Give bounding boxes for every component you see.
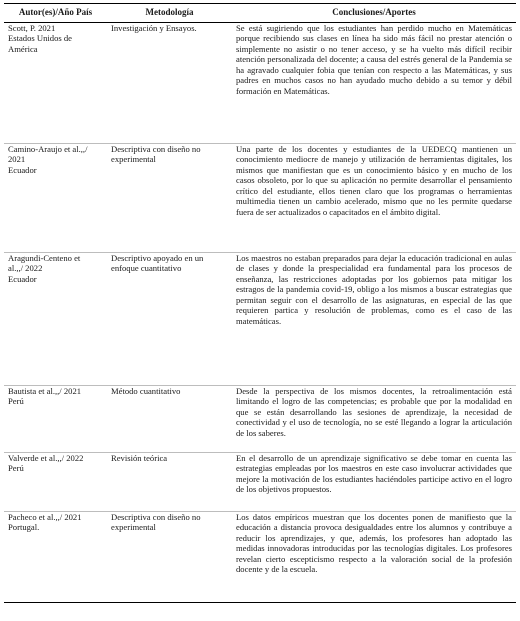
header-conclusions: Conclusiones/Aportes [232,4,516,23]
author-line: Bautista et al.,,/ 2021 [8,385,82,396]
method-line: Descriptiva con diseño no [111,143,201,154]
author-cell [4,22,107,143]
conclusions-cell: En el desarrollo de un aprendizaje significativo se debe tomar en cuenta las estrategias empleadas por los maestros en este caso involucrar actividades que mejore la motivación de los estudiantes haciéndoles participe activo en el logro de los objetivos propuestos. [232,452,516,511]
table-row [4,385,516,452]
conclusions-cell: Una parte de los docentes y estudiantes de la UEDECQ mantienen un conocimiento mediocre de manejo y utilización de herramientas digitales, los mismos que manifiestan que es un conocimiento básico y en mucho de los casos obsoleto, por lo que su aplicación no permite desarrollar el pensamiento crítico del estudiante, ellos tienen claro que los programas o herramientas multimedia tienen un cambio acelerado, mismo que no les permite quedarse fuera de ser actualizados o capacitados en el ámbito digital. [232,143,516,252]
author-line: América [8,43,38,54]
table-row [4,452,516,511]
author-line: Estados Unidos de [8,33,72,44]
author-line: 2021 [8,154,26,165]
header-author: Autor(es)/Año País [4,4,107,23]
method-line: experimental [111,154,156,165]
method-cell [107,385,232,452]
author-line: Aragundi-Centeno et [8,252,81,263]
method-cell [107,143,232,252]
table-row [4,252,516,385]
method-line: Investigación y Ensayos. [111,22,197,33]
table-row [4,143,516,252]
method-line: Descriptivo apoyado en un [111,252,204,263]
author-cell [4,511,107,602]
conclusions-cell: Desde la perspectiva de los mismos docentes, la retroalimentación está limitando el logro de las competencias; es probable que por la modalidad en que se están desarrollando las sesiones de aprendizaje, la necesidad de conectividad y el uso de tecnología, no se esté llegando a lograr la articulación de los saberes. [232,385,516,452]
header-row [4,4,516,23]
table-header [4,4,516,23]
conclusions-cell: Los datos empíricos muestran que los docentes ponen de manifiesto que la educación a distancia provoca desigualdades entre los alumnos y contribuye a reducir los aprendizajes, y que, además, los profesores han adoptado las medidas innovadoras introducidas por las tecnologías digitales. Los profesores revelan cierto escepticismo respecto a la valoración social de la profesión docente y de la escuela. [232,511,516,602]
method-cell [107,452,232,511]
conclusions-cell: Se está sugiriendo que los estudiantes han perdido mucho en Matemáticas porque recibiendo sus clases en línea ha sido más fácil no prestar atención o simplemente no asistir o no tener acceso, y se ha vuelto más difícil recibir atención personalizada del docente; a causa del estrés general de la Pandemia se ha agravado cualquier fobia que tenían con respecto a las Matemáticas, y sus padres en muchos casos no han ayudado mucho debido a su temor y débil formación en Matemáticas. [236,22,512,96]
method-line: Revisión teórica [111,452,168,463]
author-line: Valverde et al.,,/ 2022 [8,452,84,463]
method-line: Método cuantitativo [111,385,181,396]
table-row [4,22,516,143]
method-cell [107,511,232,602]
method-cell [107,22,232,143]
author-line: Ecuador [8,273,37,284]
author-line: Perú [8,396,24,407]
author-line: Portugal. [8,522,40,533]
table-body [4,22,516,602]
author-line: al.,,/ 2022 [8,263,43,274]
method-line: experimental [111,522,156,533]
conclusions-cell: Los maestros no estaban preparados para dejar la educación tradicional en aulas de clases y donde la prespecialidad era fundamental para los procesos de enseñanza, las restricciones adoptadas por los gobiernos pata mitigar los estragos de la pandemia covid-19, obligo a los mismos a buscar estrategias que permitan seguir con el desarrollo de las asignaturas, en especial de las que requieren partica y resolución de problemas, como es el caso de las matemáticas. [232,252,516,385]
author-line: Scott, P. 2021 [8,22,56,33]
author-cell [4,452,107,511]
author-cell [4,252,107,385]
author-line: Camino-Araujo et al.,,/ [8,143,88,154]
literature-review-table [4,3,516,603]
author-cell [4,143,107,252]
method-line: Descriptiva con diseño no [111,511,201,522]
table-row [4,511,516,602]
author-line: Ecuador [8,164,37,175]
author-line: Perú [8,463,24,474]
method-cell [107,252,232,385]
method-line: enfoque cuantitativo [111,263,182,274]
header-method: Metodología [107,4,232,23]
author-line: Pacheco et al.,,/ 2021 [8,511,82,522]
author-cell [4,385,107,452]
